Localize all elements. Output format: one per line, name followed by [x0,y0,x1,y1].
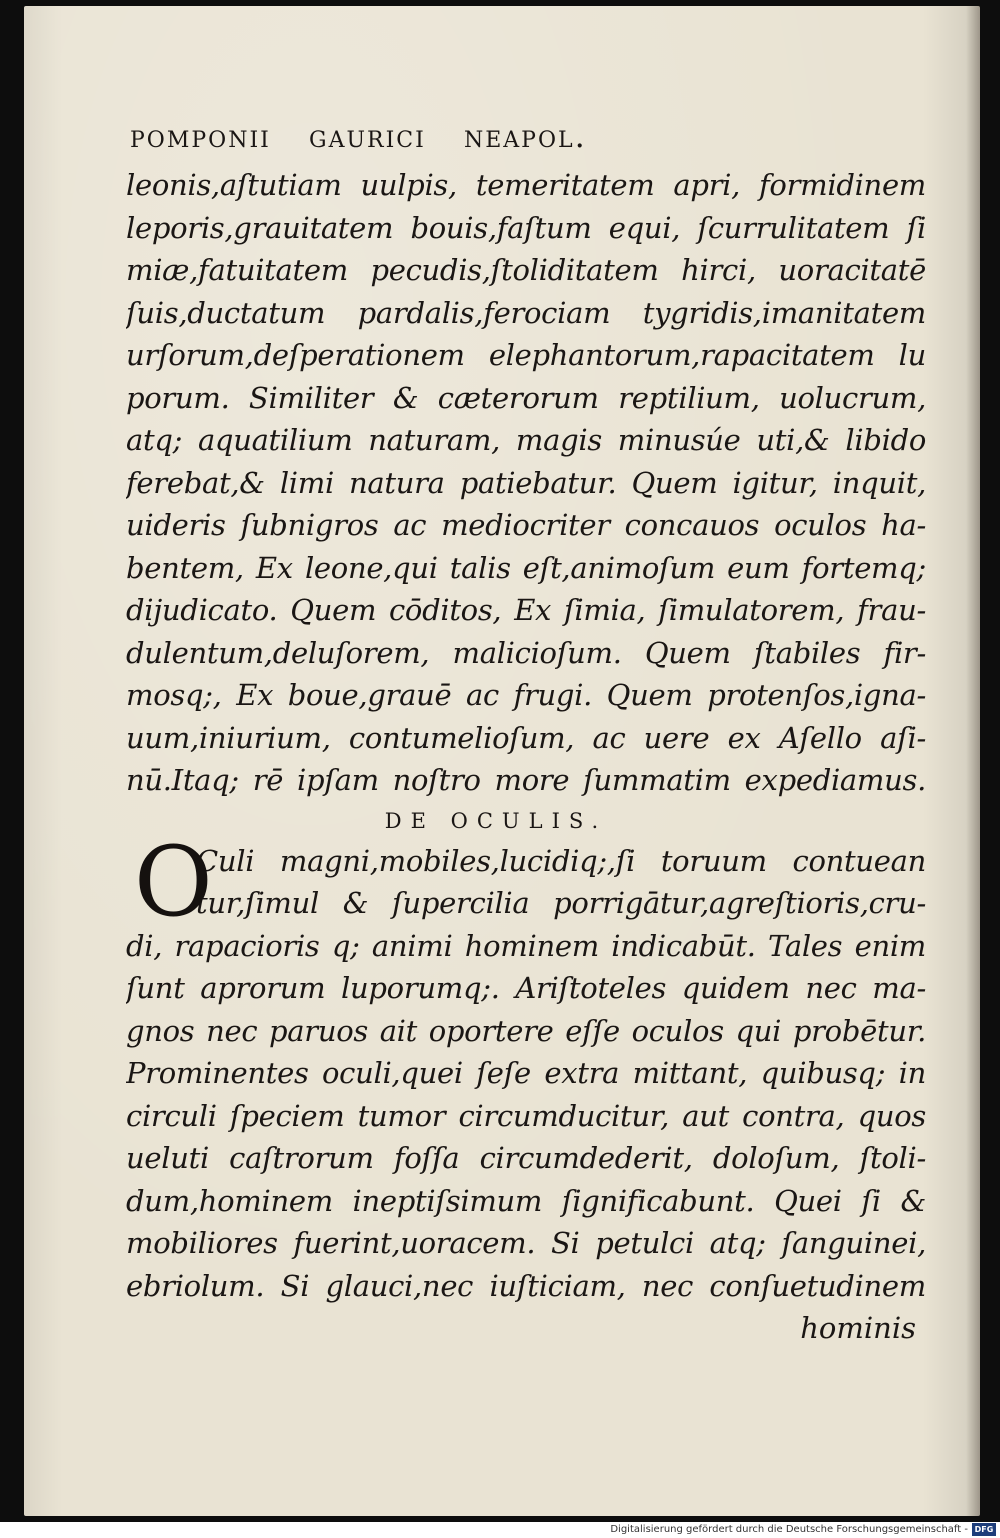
body-line: leporis,grauitatem bouis,faſtum equi, ſcurrulitatem ſi [126,210,926,245]
body-line: dijudicato. Quem cōditos, Ex ſimia, ſimulatorem, frau- [126,593,926,627]
running-head-word: pomponii [130,117,271,155]
section-line: Prominentes oculi,quei ſeſe extra mittant, quibusq; in [126,1056,926,1090]
body-line: mosq;, Ex boue,grauē ac frugi. Quem protenſos,igna- [126,678,926,712]
section-line: circuli ſpeciem tumor circumducitur, aut contra, quos [126,1098,926,1133]
body-line: bentem, Ex leone,qui talis eſt,animoſum eum fortemq; [126,550,926,585]
section-line: tur,ſimul & ſupercilia porrigātur,agreſtioris,cru- [196,886,926,920]
section-line: dum,hominem ineptiſsimum ſignificabunt. Quei ſi & [126,1183,926,1218]
footer-credit: Digitalisierung gefördert durch die Deutsche Forschungsgemeinschaft - [610,1524,968,1535]
section-line: di, rapacioris q; animi hominem indicabūt. Tales enim [126,928,926,963]
section-line: ueluti caſtrorum foſſa circumdederit, doloſum, ſtoli- [126,1141,926,1175]
body-line: miæ,fatuitatem pecudis,ſtoliditatem hirci, uoracitatē [126,253,926,287]
catchword: hominis [800,1311,916,1345]
body-line: atq; aquatilium naturam, magis minusúe uti,& libido [126,423,926,457]
dfg-logo-icon[interactable]: DFG [972,1523,996,1536]
body-line: uum,iniurium, contumelioſum, ac uere ex Aſello aſi- [126,720,926,755]
body-line: dulentum,deluſorem, malicioſum. Quem ſtabiles fir- [126,635,926,670]
section-line: ſunt aprorum luporumq;. Ariſtoteles quidem nec ma- [126,971,926,1005]
running-head-word: gaurici [309,117,426,155]
body-line: ferebat,& limi natura patiebatur. Quem igitur, inquit, [126,465,926,500]
section-line: Culi magni,mobiles,lucidiq;,ſi toruum contuean [196,843,926,878]
body-line: uideris ſubnigros ac mediocriter concauos oculos ha- [126,508,926,542]
running-head [126,108,926,164]
body-line: ſuis,ductatum pardalis,ferociam tygridis,imanitatem [126,295,926,330]
drop-cap: O [134,825,213,938]
text-block [126,108,926,1350]
body-line: urſorum,deſperationem elephantorum,rapacitatem lu [126,338,926,372]
section-line: mobiliores fuerint,uoracem. Si petulci atq; ſanguinei, [126,1226,926,1260]
section-line: gnos nec paruos ait oportere eſſe oculos qui probētur. [126,1013,926,1048]
section-heading: DE OCULIS. [384,808,608,833]
running-head-word: neapol. [463,117,587,155]
body-line: nū.Itaq; rē ipſam noſtro more ſummatim expediamus. [126,763,926,797]
body-line: porum. Similiter & cæterorum reptilium, uolucrum, [126,380,926,415]
page-edge-shadow [966,6,980,1516]
section-line: ebriolum. Si glauci,nec iuſticiam, nec conſuetudinem [126,1268,926,1303]
digitization-footer [0,1522,1000,1538]
body-line: leonis,aſtutiam uulpis, temeritatem apri, formidinem [126,168,926,202]
section-paragraph [126,825,926,1308]
